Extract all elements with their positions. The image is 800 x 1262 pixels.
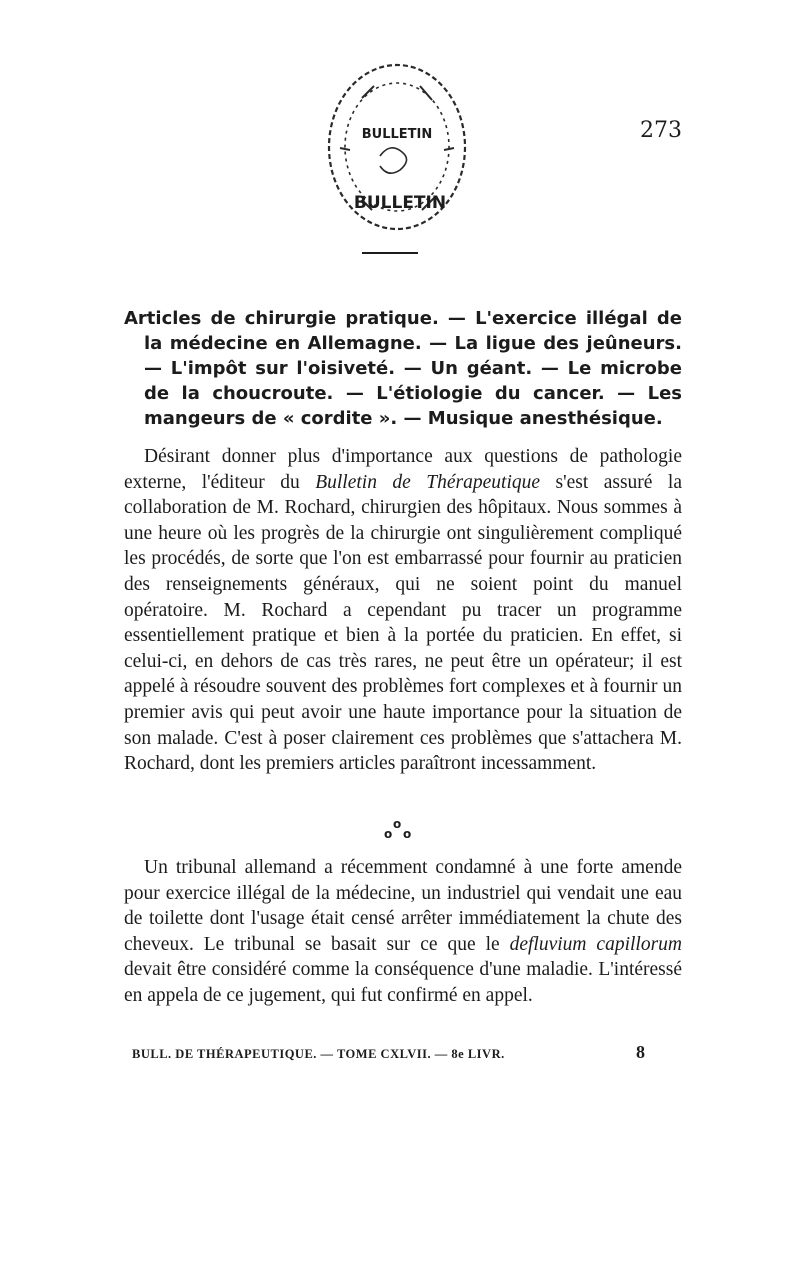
- signature-mark: 8: [636, 1042, 645, 1062]
- library-stamp-graphic: [322, 58, 472, 236]
- paragraph2-text-after: devait être considéré comme la conséquence d'une maladie. L'intéressé en appela de ce jugement, qui fut confirmé en appel.: [124, 959, 682, 1006]
- stamp-text-bottom: BULLETIN: [353, 193, 447, 213]
- header-rule: [362, 252, 418, 254]
- article-summary: [124, 306, 682, 431]
- paragraph-surgery-articles: [124, 444, 682, 777]
- separator-mark: o: [403, 827, 412, 841]
- latin-term: defluvium capillorum: [509, 933, 683, 955]
- library-stamp: [322, 58, 472, 236]
- stamp-text-top: BULLETIN: [361, 127, 433, 142]
- running-footer: BULL. DE THÉRAPEUTIQUE. — TOME CXLVII. — 8e LIVR.: [132, 1047, 505, 1061]
- separator-mark: o: [384, 827, 393, 841]
- paragraph1-text-after: s'est assuré la collaboration de M. Rochard, chirurgien des hôpitaux. Nous sommes à une heure où les progrès de la chirurgie ont singulièrement compliqué les procédés, de sorte que l'on est embarrassé pour fournir au praticien des renseignements généraux, qui ne soient point du manuel opératoire. M. Rochard a cependant pu tracer un programme essentiellement pratique et bien à la portée du praticien. En effet, si celui-ci, en dehors de cas très rares, ne peut être un opérateur; il est appelé à résoudre souvent des problèmes fort complexes et à fournir un premier avis qui peut avoir une haute importance pour la situation de son malade. C'est à poser clairement ces problèmes que s'attachera M. Rochard, dont les premiers articles paraîtront incessamment.: [124, 471, 682, 775]
- journal-title: Bulletin de Thérapeutique: [315, 471, 541, 493]
- paragraph1-text-before: Désirant donner plus d'importance aux questions de pathologie externe, l'éditeur du: [124, 446, 682, 493]
- page-number: 273: [640, 118, 682, 143]
- paragraph-illegal-practice: [124, 855, 682, 1009]
- section-separator: [384, 814, 424, 844]
- summary-text: Articles de chirurgie pratique. — L'exercice illégal de la médecine en Allemagne. — La ligue des jeûneurs. — L'impôt sur l'oisiveté. — Un géant. — Le microbe de la choucroute. — L'étiologie du cancer. — Les mangeurs de « cordite ». — Musique anesthésique.: [124, 308, 682, 429]
- paragraph2-text-before: Un tribunal allemand a récemment condamné à une forte amende pour exercice illégal de la médecine, un industriel qui vendait une eau de toilette dont l'usage était censé arrêter immédiatement la chute des cheveux. Le tribunal se basait sur ce que le: [124, 857, 682, 955]
- separator-mark: o: [393, 817, 402, 831]
